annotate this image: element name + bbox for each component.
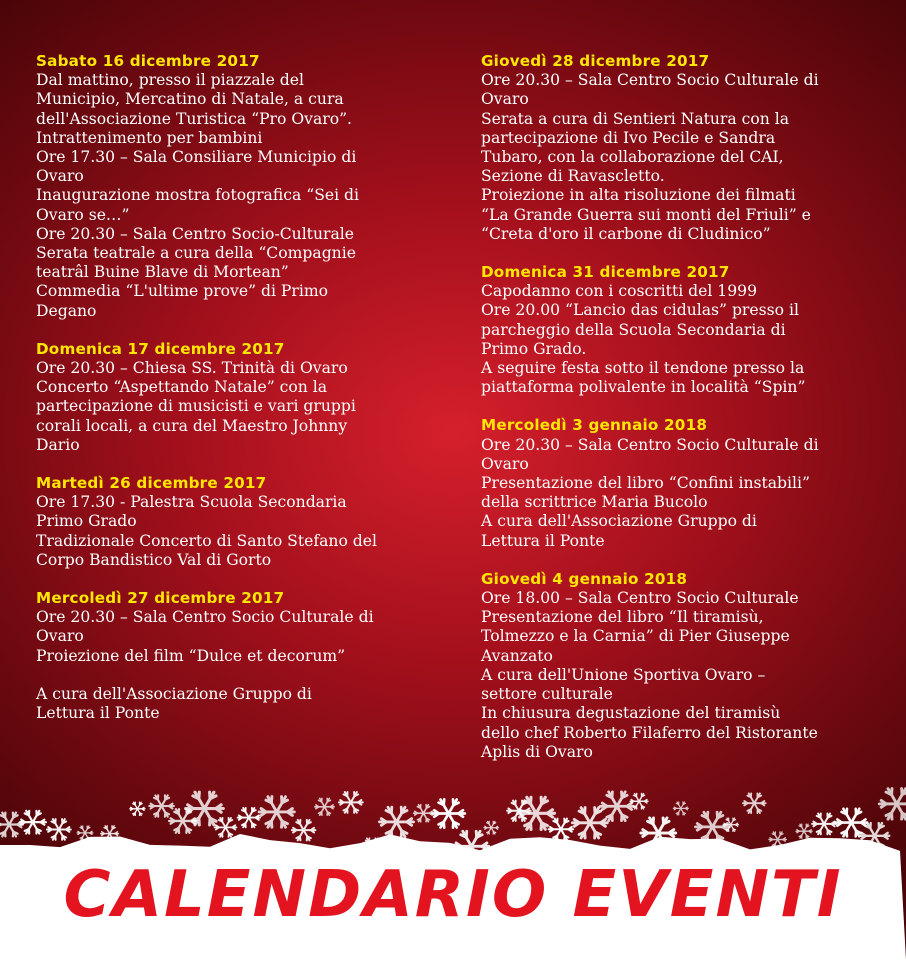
event-text-line: Ore 20.30 – Chiesa SS. Trinità di Ovaro [36, 359, 348, 378]
snowflake-icon [149, 795, 174, 816]
event-text-line: “Creta d'oro il carbone di Cludinico” [481, 224, 771, 243]
snowflake-icon [484, 821, 499, 834]
event-text-line: corali locali, a cura del Maestro Johnny [36, 416, 348, 435]
event-text-line: Avanzato [481, 646, 553, 665]
event-text-line: Ore 20.30 – Sala Centro Socio Culturale di [481, 435, 819, 454]
event-text-line: A seguire festa sotto il tendone presso la [481, 359, 805, 378]
event-text-line: In chiusura degustazione del tiramisù [481, 704, 781, 723]
event-block [36, 340, 456, 455]
event-date: Giovedì 28 dicembre 2017 [481, 52, 710, 70]
snowflake-icon [379, 807, 413, 837]
event-text-line: Tradizionale Concerto di Santo Stefano del [36, 531, 378, 550]
event-text-line: Ore 20.30 – Sala Centro Socio Culturale di [36, 608, 374, 627]
snowflake-icon [259, 797, 294, 828]
snowflake-icon [20, 811, 46, 834]
event-text-line: Ore 20.30 – Sala Centro Socio Culturale di [481, 71, 819, 90]
event-text-line: Ore 17.30 - Palestra Scuola Secondaria [36, 493, 347, 512]
event-text-line: Ovaro [481, 454, 529, 473]
event-text-line: Concerto “Aspettando Natale” con la [36, 378, 328, 397]
snowflake-icon [339, 792, 363, 813]
page-title: CALENDARIO EVENTI [63, 858, 843, 932]
event-text-line: Degano [36, 301, 97, 320]
snowflake-icon [0, 813, 23, 837]
snowflake-icon [130, 802, 145, 815]
event-text-line: dell'Associazione Turistica “Pro Ovaro”. [36, 109, 353, 128]
event-date: Mercoledì 3 gennaio 2018 [481, 416, 708, 435]
event-text-line: Sezione di Ravascletto. [481, 167, 665, 186]
snowflake-icon [549, 819, 574, 840]
event-text-line: Proiezione in alta risoluzione dei filmati [481, 186, 796, 205]
snowflake-icon [572, 808, 607, 838]
event-text-line: A cura dell'Associazione Gruppo di [481, 512, 757, 531]
event-text-line: Municipio, Mercatino di Natale, a cura [36, 90, 344, 109]
event-block [36, 474, 456, 570]
event-text-line: Serata a cura di Sentieri Natura con la [481, 109, 790, 128]
snowflake-icon [696, 812, 730, 842]
event-date: Sabato 16 dicembre 2017 [36, 52, 260, 70]
event-text-line: della scrittrice Maria Bucolo [481, 493, 708, 512]
event-block [481, 570, 901, 762]
event-text-line: Presentazione del libro “Confini instabili” [481, 474, 810, 493]
snowflake-icon [432, 799, 464, 827]
snowflake-icon [673, 802, 688, 815]
event-text-line: Ore 18.00 – Sala Centro Socio Culturale [481, 589, 799, 608]
event-text-line: Presentazione del libro “Il tiramisù, [481, 608, 764, 627]
event-text-line: Proiezione del film “Dulce et decorum” [36, 646, 346, 665]
event-text-line: Inaugurazione mostra fotografica “Sei di [36, 186, 360, 205]
event-text-line: partecipazione di musicisti e vari gruppi [36, 397, 356, 416]
snowflake-icon [215, 818, 237, 837]
event-date: Mercoledì 27 dicembre 2017 [36, 589, 285, 608]
blank-line [36, 666, 456, 685]
event-text-line: parcheggio della Scuola Secondaria di [481, 320, 786, 339]
event-text-line: Aplis di Ovaro [481, 742, 593, 761]
snowflake-icon [292, 820, 316, 841]
event-date: Domenica 31 dicembre 2017 [481, 263, 730, 282]
event-block [481, 416, 901, 550]
event-text-line: Lettura il Ponte [481, 531, 605, 550]
event-text-line: Primo Grado [36, 512, 137, 531]
event-text-line: Commedia “L'ultime prove” di Primo [36, 282, 329, 301]
event-date: Giovedì 4 gennaio 2018 [481, 569, 688, 588]
event-text-line: “La Grande Guerra sui monti del Friuli” e [481, 205, 811, 224]
event-text-line: Serata teatrale a cura della “Compagnie [36, 244, 356, 263]
event-text-line: settore culturale [481, 685, 613, 704]
snowflake-icon [600, 792, 633, 821]
snowflake-icon [315, 798, 334, 815]
snowflake-icon [743, 793, 766, 813]
event-text-line: Dal mattino, presso il piazzale del [36, 71, 305, 90]
snowflake-icon [47, 819, 71, 840]
event-text-line: Dario [36, 435, 80, 454]
event-text-line: partecipazione di Ivo Pecile e Sandra [481, 128, 776, 147]
event-text-line: piattaforma polivalente in località “Spin” [481, 378, 806, 397]
event-date: Domenica 17 dicembre 2017 [36, 339, 285, 358]
event-text-line: Tolmezzo e la Carnia” di Pier Giuseppe [481, 627, 790, 646]
event-text-line: Ore 20.00 “Lancio das cidulas” presso il [481, 301, 799, 320]
event-text-line: Lettura il Ponte [36, 704, 160, 723]
event-text-line: Ovaro se…” [36, 205, 130, 224]
event-text-line: Intrattenimento per bambini [36, 128, 263, 147]
snowflake-icon [238, 808, 260, 827]
left-column [36, 52, 456, 742]
event-text-line: Ovaro [36, 627, 84, 646]
event-text-line: A cura dell'Unione Sportiva Ovaro – [481, 665, 766, 684]
event-block [36, 589, 456, 723]
snowflake-icon [796, 824, 812, 838]
event-block [481, 263, 901, 397]
event-block [36, 52, 456, 321]
event-text-line: teatrâl Buine Blave di Mortean” [36, 263, 289, 282]
event-text-line: Primo Grado. [481, 339, 587, 358]
event-block [481, 52, 901, 244]
snowflake-icon [812, 814, 836, 835]
event-date: Martedì 26 dicembre 2017 [36, 474, 267, 493]
event-text-line: Capodanno con i coscritti del 1999 [481, 282, 757, 301]
event-text-line: A cura dell'Associazione Gruppo di [36, 684, 312, 703]
event-text-line: Ore 17.30 – Sala Consiliare Municipio di [36, 148, 357, 167]
event-text-line: Ovaro [481, 90, 529, 109]
event-text-line: Corpo Bandistico Val di Gorto [36, 550, 272, 569]
event-text-line: Ore 20.30 – Sala Centro Socio-Culturale [36, 224, 354, 243]
event-text-line: Ovaro [36, 167, 84, 186]
event-text-line: dello chef Roberto Filaferro del Ristorante [481, 723, 818, 742]
event-text-line: Tubaro, con la collaborazione del CAI, [481, 148, 784, 167]
snowflake-icon [879, 789, 906, 820]
snowflake-icon [414, 805, 434, 822]
right-column [481, 52, 901, 781]
